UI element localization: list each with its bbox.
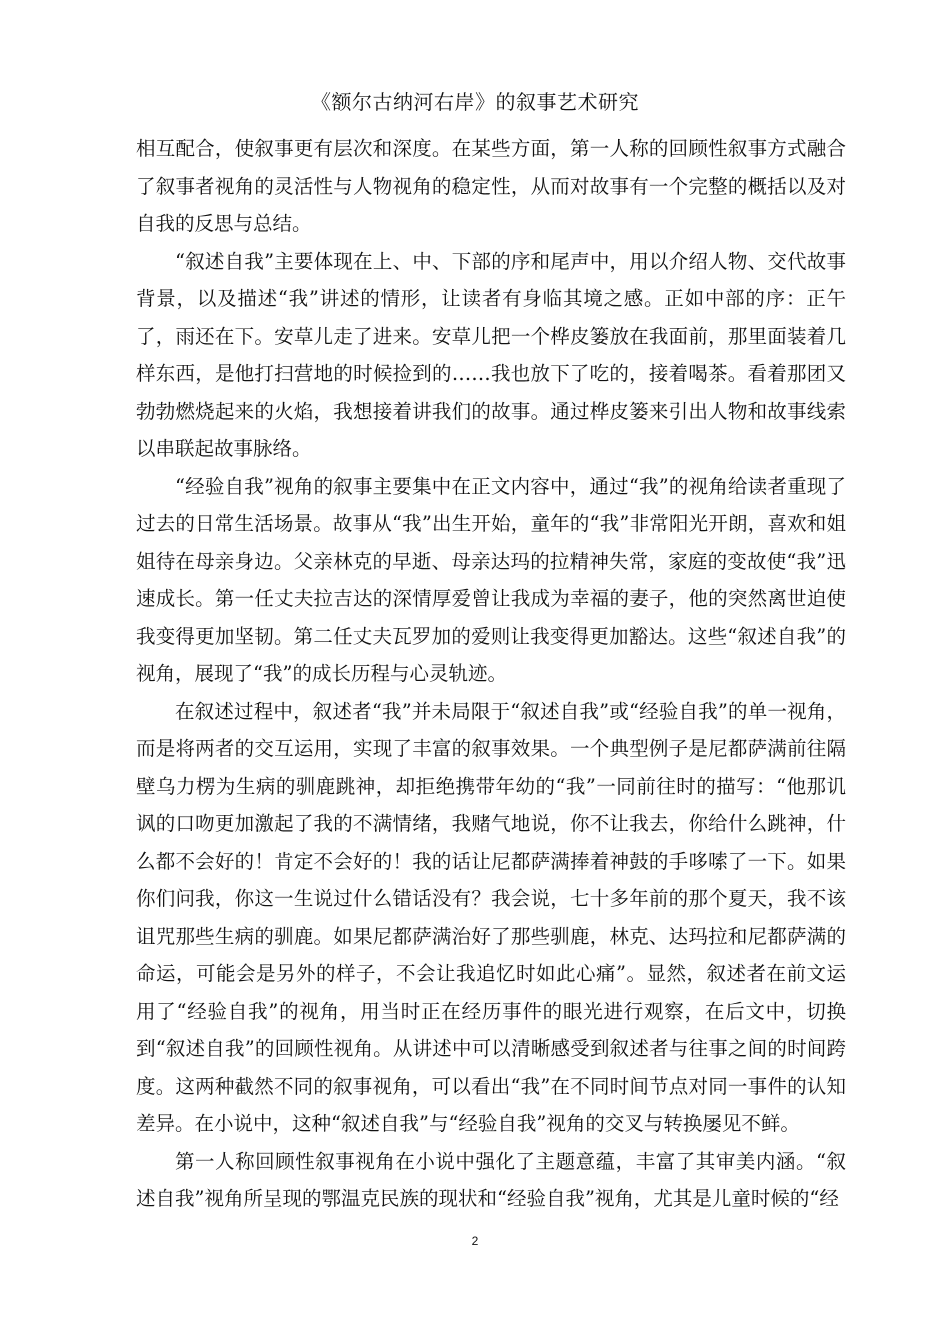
running-header-title: 《额尔古纳河右岸》的叙事艺术研究 xyxy=(311,90,639,114)
paragraph-experiencing-self: “经验自我”视角的叙事主要集中在正文内容中，通过“我”的视角给读者重现了过去的日常生活场景。故事从“我”出生开始，童年的“我”非常阳光开朗，喜欢和姐姐待在母亲身边。父亲林克的早逝、母亲达玛的拉精神失常，家庭的变故使“我”迅速成长。第一任丈夫拉吉达的深情厚爱曾让我成为幸福的妻子，他的突然离世迫使我变得更加坚韧。第二任丈夫瓦罗加的爱则让我变得更加豁达。这些“叙述自我”的视角，展现了“我”的成长历程与心灵轨迹。 xyxy=(136,474,846,685)
paragraph-narrating-self: “叙述自我”主要体现在上、中、下部的序和尾声中，用以介绍人物、交代故事背景，以及描述“我”讲述的情形，让读者有身临其境之感。正如中部的序：正午了，雨还在下。安草儿走了进来。安草儿把一个桦皮篓放在我面前，那里面装着几样东西，是他打扫营地的时候捡到的……我也放下了吃的，接着喝茶。看着那团又勃勃燃烧起来的火焰，我想接着讲我们的故事。通过桦皮篓来引出人物和故事线索以串联起故事脉络。 xyxy=(136,249,846,460)
body-text xyxy=(136,130,846,1218)
paragraph-interplay: 在叙述过程中，叙述者“我”并未局限于“叙述自我”或“经验自我”的单一视角，而是将两者的交互运用，实现了丰富的叙事效果。一个典型例子是尼都萨满前往隔壁乌力楞为生病的驯鹿跳神，却拒绝携带年幼的“我”一同前往时的描写：“他那讥讽的口吻更加激起了我的不满情绪，我赌气地说，你不让我去，你给什么跳神，什么都不会好的！肯定不会好的！我的话让尼都萨满捧着神鼓的手哆嗦了一下。如果你们问我，你这一生说过什么错话没有？我会说，七十多年前的那个夏天，我不该诅咒那些生病的驯鹿。如果尼都萨满治好了那些驯鹿，林克、达玛拉和尼都萨满的命运，可能会是另外的样子，不会让我追忆时如此心痛”。显然，叙述者在前文运用了“经验自我”的视角，用当时正在经历事件的眼光进行观察，在后文中，切换到“叙述自我”的回顾性视角。从讲述中可以清晰感受到叙述者与往事之间的时间跨度。这两种截然不同的叙事视角，可以看出“我”在不同时间节点对同一事件的认知差异。在小说中，这种“叙述自我”与“经验自我”视角的交叉与转换屡见不鲜。 xyxy=(136,699,846,1135)
paragraph-continuation: 相互配合，使叙事更有层次和深度。在某些方面，第一人称的回顾性叙事方式融合了叙事者视角的灵活性与人物视角的稳定性，从而对故事有一个完整的概括以及对自我的反思与总结。 xyxy=(136,137,846,235)
paragraph-theme: 第一人称回顾性叙事视角在小说中强化了主题意蕴，丰富了其审美内涵。“叙述自我”视角所呈现的鄂温克民族的现状和“经验自我”视角，尤其是儿童时候的“经 xyxy=(136,1149,846,1210)
page-number: 2 xyxy=(471,1234,479,1248)
